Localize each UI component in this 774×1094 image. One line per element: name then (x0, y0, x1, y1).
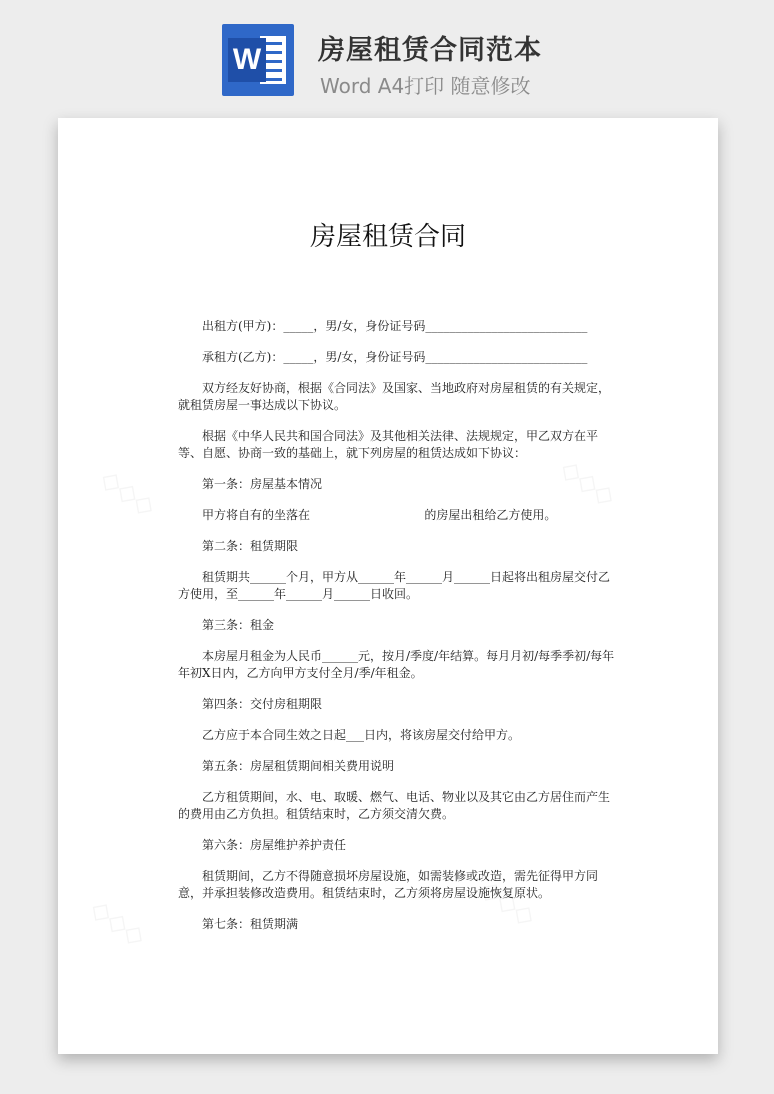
watermark-mark: ◇◇◇ (554, 453, 622, 513)
section-heading-2: 第二条：租赁期限 (202, 539, 299, 553)
paragraph-intro: 双方经友好协商，根据《合同法》及国家、当地政府对房屋租赁的有关规定，就租赁房屋一事达成以下协议。 (178, 381, 611, 412)
watermark-mark: ◇◇◇ (474, 873, 542, 933)
section-heading-5: 第五条：房屋租赁期间相关费用说明 (202, 759, 395, 773)
paragraph-maintenance: 租赁期间，乙方不得随意损坏房屋设施，如需装修或改造，需先征得甲方同意，并承担装修改造费用。租赁结束时，乙方须将房屋设施恢复原状。 (178, 869, 599, 900)
watermark-mark: ◇◇◇ (94, 463, 162, 523)
paragraph-lessor: 出租方(甲方)：_____，男/女，身份证号码___________________________ (202, 319, 588, 333)
paragraph-lessee: 承租方(乙方)：_____，男/女，身份证号码___________________________ (202, 350, 588, 364)
paragraph-property: 甲方将自有的坐落在 的房屋出租给乙方使用。 (202, 508, 557, 522)
word-icon (222, 24, 294, 96)
section-heading-3: 第三条：租金 (202, 618, 275, 632)
header-subtitle: Word A4打印 随意修改 (320, 74, 531, 98)
section-heading-7: 第七条：租赁期满 (202, 917, 299, 931)
paragraph-legal-basis: 根据《中华人民共和国合同法》及其他相关法律、法规规定，甲乙双方在平等、自愿、协商一致的基础上，就下列房屋的租赁达成如下协议： (178, 429, 599, 460)
section-heading-6: 第六条：房屋维护养护责任 (202, 838, 347, 852)
section-heading-1: 第一条：房屋基本情况 (202, 477, 323, 491)
paragraph-fees: 乙方租赁期间，水、电、取暖、燃气、电话、物业以及其它由乙方居住而产生的费用由乙方负担。租赁结束时，乙方须交清欠费。 (178, 790, 611, 821)
header (0, 0, 774, 118)
watermark-mark: ◇◇◇ (84, 893, 152, 953)
document-page (58, 118, 718, 1054)
paragraph-rent: 本房屋月租金为人民币______元，按月/季度/年结算。每月月初/每季季初/每年年初Ⅹ日内，乙方向甲方支付全月/季/年租金。 (178, 649, 615, 680)
document-title: 房屋租赁合同 (309, 222, 466, 252)
paragraph-delivery: 乙方应于本合同生效之日起___日内，将该房屋交付给甲方。 (202, 728, 521, 742)
document-body (178, 318, 616, 947)
header-title: 房屋租赁合同范本 (318, 35, 542, 66)
word-letter-badge: W (228, 38, 266, 82)
paragraph-lease-term: 租赁期共______个月，甲方从______年______月______日起将出租房屋交付乙方使用，至______年______月______日收回。 (178, 570, 611, 601)
section-heading-4: 第四条：交付房租期限 (202, 697, 323, 711)
